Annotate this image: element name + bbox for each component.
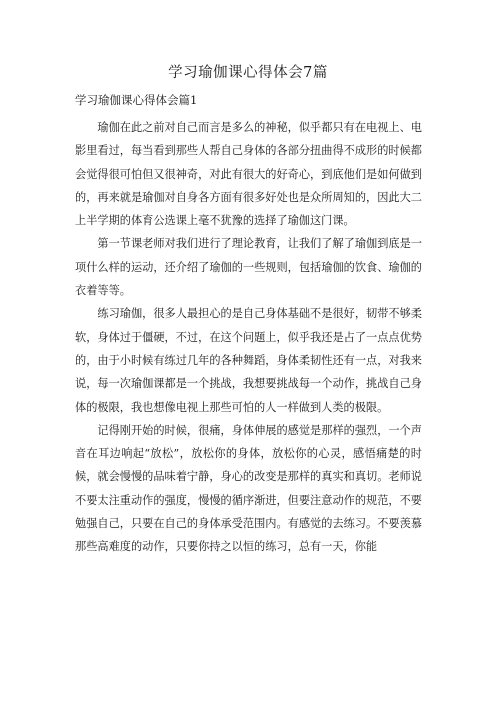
paragraph-4: 记得刚开始的时候，很痛，身体伸展的感觉是那样的强烈，一个声音在耳边响起“放松”，放松你的身体，放松你的心灵，感悟痛楚的时候，就会慢慢的品味着宁静，身心的改变是那样的真实和真切。老师说不要太注重动作的强度，慢慢的循序渐进，但要注意动作的规范，不要勉强自己，只要在自己的身体承受范围内。有感觉的去练习。不要羡慕那些高难度的动作，只要你持之以恒的练习，总有一天，你能 xyxy=(75,423,422,554)
paragraph-2: 第一节课老师对我们进行了理论教育，让我们了解了瑜伽到底是一项什么样的运动，还介绍了瑜伽的一些规则，包括瑜伽的饮食、瑜伽的衣着等等。 xyxy=(75,237,422,298)
document-body xyxy=(75,116,422,559)
document-title: 学习瑜伽课心得体会7篇 xyxy=(168,65,328,81)
section-heading: 学习瑜伽课心得体会篇1 xyxy=(75,93,198,107)
paragraph-1: 瑜伽在此之前对自己而言是多么的神秘，似乎都只有在电视上、电影里看过，每当看到那些人帮自己身体的各部分扭曲得不成形的时候都会觉得很可怕但又很神奇，对此有很大的好奇心，到底他们是如何做到的，再来就是瑜伽对自身各方面有很多好处也是众所周知的，因此大二上半学期的体育公选课上毫不犹豫的选择了瑜伽这门课。 xyxy=(75,121,422,228)
paragraph-3: 练习瑜伽，很多人最担心的是自己身体基础不是很好，韧带不够柔软，身体过于僵硬，不过，在这个问题上，似乎我还是占了一点点优势的，由于小时候有练过几年的各种舞蹈，身体柔韧性还有一点，对我来说，每一次瑜伽课都是一个挑战，我想要挑战每一个动作，挑战自己身体的极限，我也想像电视上那些可怕的人一样做到人类的极限。 xyxy=(75,307,422,414)
